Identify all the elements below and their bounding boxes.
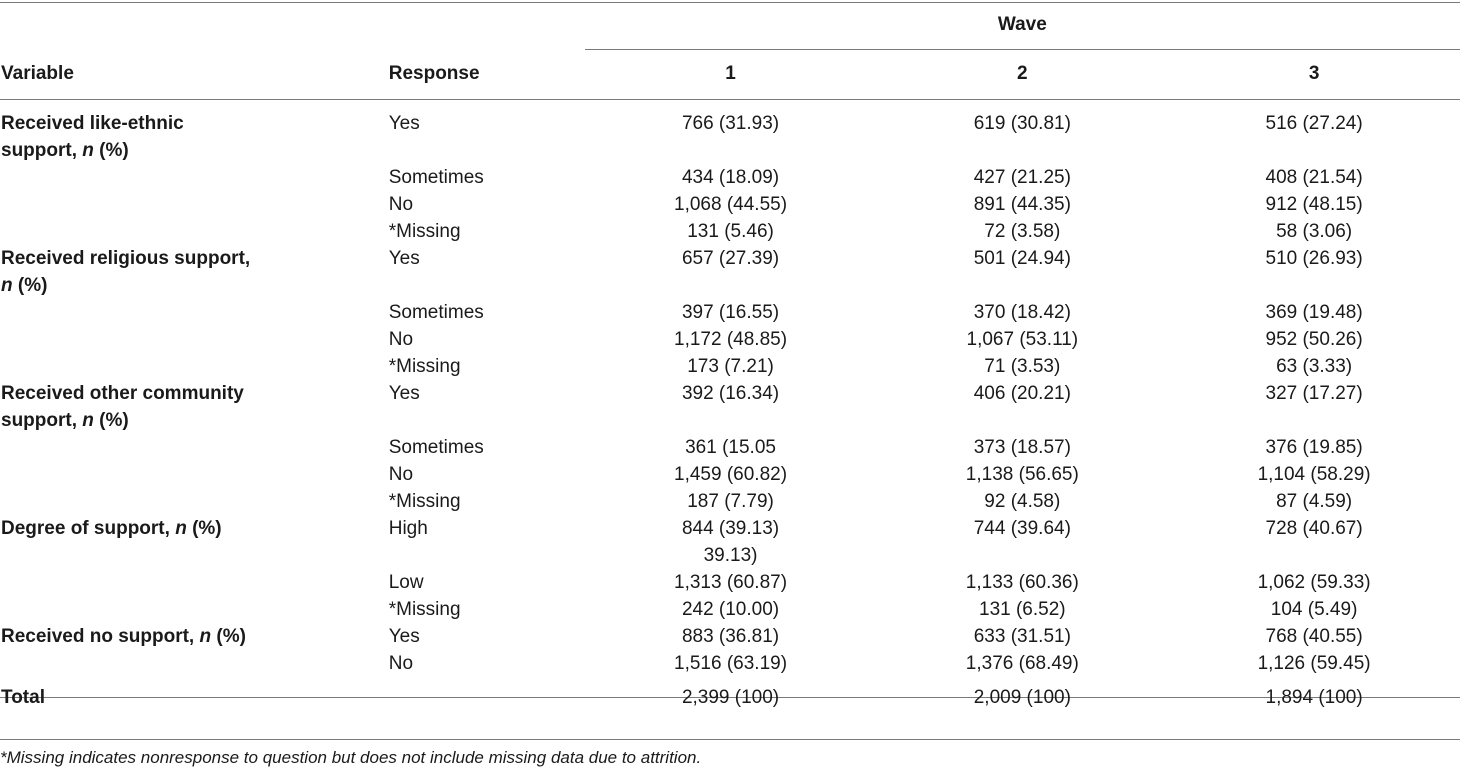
wave-1-cell: 392 (16.34) (681, 383, 780, 404)
response-cell: Sometimes (388, 437, 484, 458)
wave-1-overflow-cell: 39.13) (703, 545, 758, 566)
response-cell: Low (388, 572, 424, 593)
table-row (0, 596, 1460, 623)
wave-2-cell: 619 (30.81) (973, 113, 1071, 134)
table-row (0, 650, 1460, 677)
table-row (0, 542, 1460, 569)
response-cell: *Missing (388, 221, 461, 242)
wave-2-cell: 427 (21.25) (973, 167, 1071, 188)
wave-1-cell: 1,172 (48.85) (674, 329, 788, 350)
response-cell: Yes (388, 248, 420, 269)
wave-3-header: 3 (1308, 63, 1320, 84)
wave-3-cell: 87 (4.59) (1276, 491, 1353, 512)
response-cell: No (388, 329, 414, 350)
wave-1-cell: 766 (31.93) (681, 113, 780, 134)
wave-1-cell: 434 (18.09) (681, 167, 780, 188)
response-cell: Yes (388, 113, 420, 134)
response-cell: *Missing (388, 356, 461, 377)
wave-1-cell: 1,313 (60.87) (674, 572, 788, 593)
wave-2-cell: 373 (18.57) (973, 437, 1071, 458)
table-row (0, 380, 1460, 407)
variable-label: Received religious support, n (%) (1, 248, 251, 296)
table-row (0, 191, 1460, 218)
response-cell: *Missing (388, 491, 461, 512)
table-row (0, 299, 1460, 326)
wave-2-cell: 406 (20.21) (973, 383, 1071, 404)
wave-1-cell: 361 (15.05 (685, 437, 776, 458)
table-row (0, 326, 1460, 353)
wave-1-cell: 131 (5.46) (687, 221, 774, 242)
wave-1-cell: 1,068 (44.55) (674, 194, 788, 215)
wave-3-cell: 952 (50.26) (1265, 329, 1363, 350)
total-wave-3: 1,894 (100) (1265, 686, 1363, 708)
table-row (0, 461, 1460, 488)
response-cell: High (388, 518, 428, 539)
wave-header: Wave (997, 13, 1047, 35)
wave-1-header: 1 (725, 63, 736, 84)
wave-1-cell: 242 (10.00) (681, 599, 780, 620)
wave-1-cell: 397 (16.55) (681, 302, 780, 323)
wave-3-cell: 1,062 (59.33) (1257, 572, 1371, 593)
total-label: Total (1, 686, 45, 708)
wave-3-cell: 63 (3.33) (1276, 356, 1353, 377)
wave-1-cell: 883 (36.81) (681, 626, 780, 647)
wave-3-cell: 1,104 (58.29) (1257, 464, 1371, 485)
response-cell: Yes (388, 383, 420, 404)
wave-2-cell: 891 (44.35) (973, 194, 1071, 215)
wave-2-header: 2 (1017, 63, 1028, 84)
wave-2-cell: 501 (24.94) (973, 248, 1071, 269)
wave-2-cell: 131 (6.52) (979, 599, 1066, 620)
wave-2-cell: 1,138 (56.65) (965, 464, 1079, 485)
wave-1-cell: 844 (39.13) (681, 518, 780, 539)
wave-3-cell: 516 (27.24) (1265, 113, 1363, 134)
wave-3-cell: 912 (48.15) (1265, 194, 1363, 215)
wave-3-cell: 1,126 (59.45) (1257, 653, 1371, 674)
variable-column-header: Variable (1, 63, 74, 84)
table-row (0, 488, 1460, 515)
wave-3-cell: 728 (40.67) (1265, 518, 1363, 539)
total-row (0, 677, 1460, 717)
variable-label: Received like-ethnic support, n (%) (1, 113, 184, 161)
response-cell: *Missing (388, 599, 461, 620)
response-cell: No (388, 464, 414, 485)
wave-1-cell: 1,516 (63.19) (674, 653, 788, 674)
table-row (0, 434, 1460, 461)
response-cell: No (388, 194, 414, 215)
wave-3-cell: 510 (26.93) (1265, 248, 1363, 269)
response-cell: No (388, 653, 414, 674)
variable-label: Received other community support, n (%) (1, 383, 244, 431)
wave-1-cell: 657 (27.39) (681, 248, 780, 269)
wave-2-cell: 71 (3.53) (984, 356, 1061, 377)
wave-2-cell: 744 (39.64) (973, 518, 1071, 539)
wave-3-cell: 104 (5.49) (1270, 599, 1358, 620)
response-column-header: Response (388, 63, 480, 84)
wave-2-cell: 370 (18.42) (973, 302, 1071, 323)
response-cell: Yes (388, 626, 420, 647)
table-row (0, 99, 1460, 137)
wave-3-cell: 327 (17.27) (1265, 383, 1363, 404)
bottom-rule (0, 739, 1460, 740)
table-row (0, 164, 1460, 191)
wave-2-cell: 1,133 (60.36) (965, 572, 1079, 593)
total-wave-2: 2,009 (100) (973, 686, 1071, 708)
wave-1-cell: 1,459 (60.82) (674, 464, 788, 485)
table-row (0, 569, 1460, 596)
wave-3-cell: 369 (19.48) (1265, 302, 1363, 323)
response-cell: Sometimes (388, 167, 484, 188)
wave-1-cell: 173 (7.21) (687, 356, 774, 377)
wave-2-cell: 1,376 (68.49) (965, 653, 1079, 674)
wave-1-cell: 187 (7.79) (687, 491, 774, 512)
wave-2-cell: 72 (3.58) (984, 221, 1061, 242)
table-row (0, 515, 1460, 542)
total-wave-1: 2,399 (100) (681, 686, 780, 708)
table-row (0, 623, 1460, 650)
wave-2-cell: 92 (4.58) (984, 491, 1061, 512)
wave-3-cell: 58 (3.06) (1276, 221, 1353, 242)
table-row (0, 353, 1460, 380)
wave-3-cell: 408 (21.54) (1265, 167, 1363, 188)
variable-label: Degree of support, n (%) (1, 518, 222, 539)
wave-2-cell: 633 (31.51) (973, 626, 1071, 647)
footnote: *Missing indicates nonresponse to question but does not include missing data due to attrition. (0, 748, 702, 767)
table-row (0, 218, 1460, 245)
variable-label: Received no support, n (%) (1, 626, 246, 647)
response-cell: Sometimes (388, 302, 484, 323)
wave-3-cell: 376 (19.85) (1265, 437, 1363, 458)
table-row (0, 245, 1460, 272)
wave-3-cell: 768 (40.55) (1265, 626, 1363, 647)
wave-2-cell: 1,067 (53.11) (966, 329, 1079, 350)
